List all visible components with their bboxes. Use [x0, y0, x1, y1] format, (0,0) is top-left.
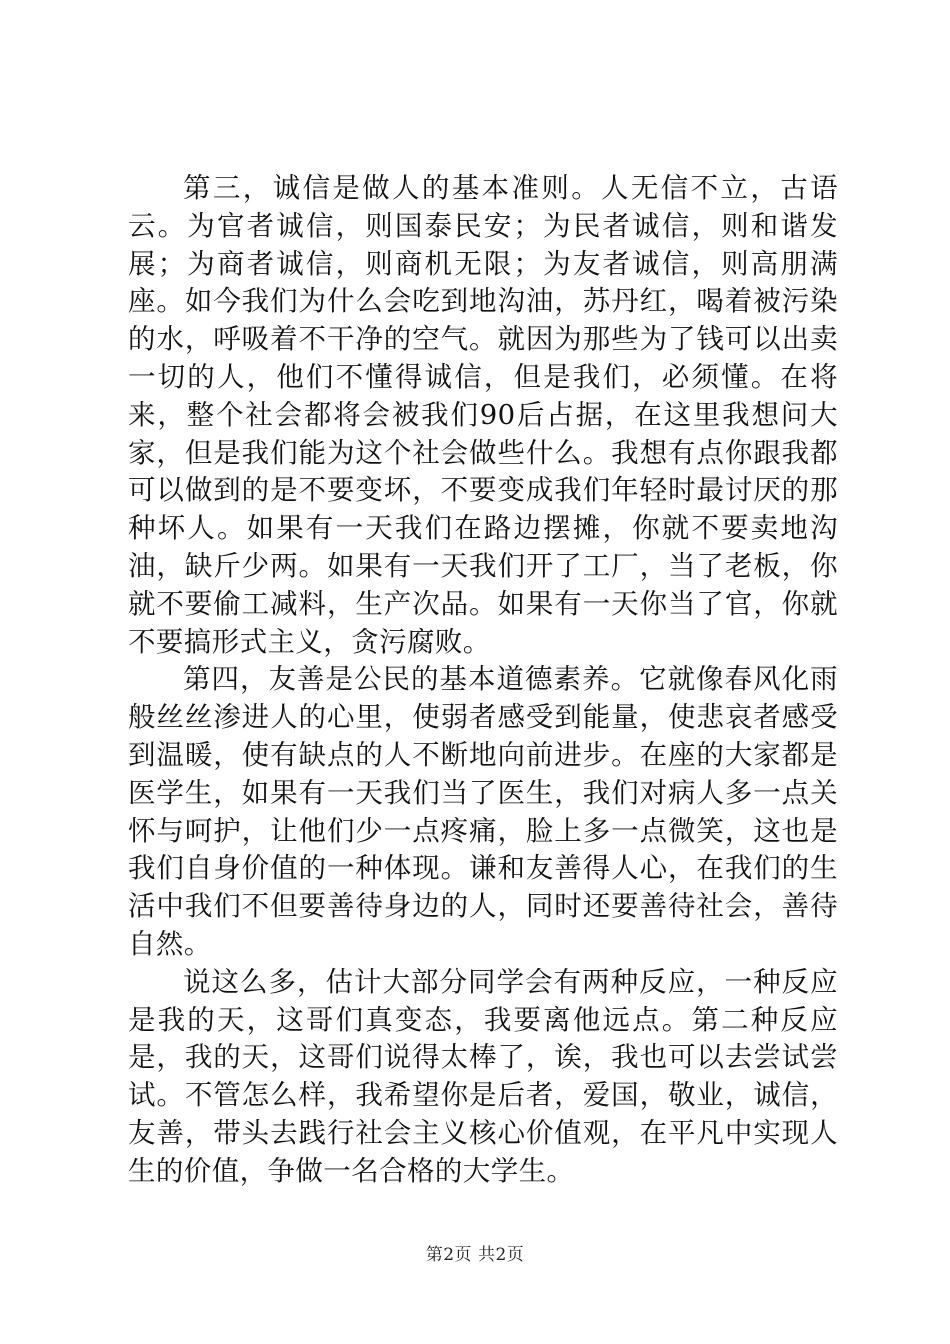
- paragraph-conclusion: 说这么多，估计大部分同学会有两种反应，一种反应是我的天，这哥们真变态，我要离他远点。第二种反应是，我的天，这哥们说得太棒了，诶，我也可以去尝试尝试。不管怎么样，我希望你是后者，爱国，敬业，诚信，友善，带头去践行社会主义核心价值观，在平凡中实现人生的价值，争做一名合格的大学生。: [128, 965, 838, 1187]
- document-body: [128, 170, 838, 1191]
- page-number-footer: 第2页 共2页: [425, 1245, 525, 1265]
- paragraph-integrity: 第三，诚信是做人的基本准则。人无信不立，古语云。为官者诚信，则国泰民安；为民者诚信，则和谐发展；为商者诚信，则商机无限；为友者诚信，则高朋满座。如今我们为什么会吃到地沟油，苏丹红，喝着被污染的水，呼吸着不干净的空气。就因为那些为了钱可以出卖一切的人，他们不懂得诚信，但是我们，必须懂。在将来，整个社会都将会被我们90后占据，在这里我想问大家，但是我们能为这个社会做些什么。我想有点你跟我都可以做到的是不要变坏，不要变成我们年轻时最讨厌的那种坏人。如果有一天我们在路边摆摊，你就不要卖地沟油，缺斤少两。如果有一天我们开了工厂，当了老板，你就不要偷工减料，生产次品。如果有一天你当了官，你就不要搞形式主义，贪污腐败。: [128, 172, 838, 658]
- paragraph-friendliness: 第四，友善是公民的基本道德素养。它就像春风化雨般丝丝渗进人的心里，使弱者感受到能量，使悲哀者感受到温暖，使有缺点的人不断地向前进步。在座的大家都是医学生，如果有一天我们当了医生，我们对病人多一点关怀与呵护，让他们少一点疼痛，脸上多一点微笑，这也是我们自身价值的一种体现。谦和友善得人心，在我们的生活中我们不但要善待身边的人，同时还要善待社会，善待自然。: [128, 663, 838, 960]
